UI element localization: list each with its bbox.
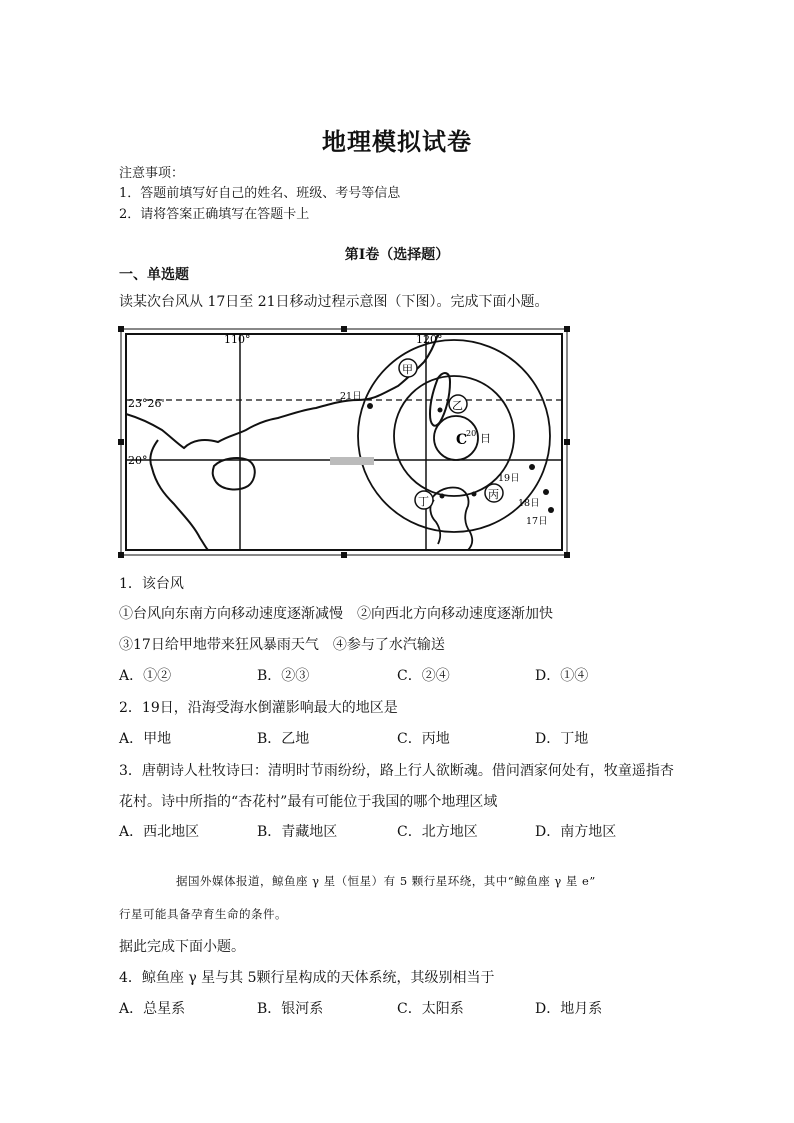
q1-statement-b: ③17日给甲地带来狂风暴雨天气 ④参与了水汽输送 <box>119 637 445 653</box>
mainland-coastline <box>126 334 438 448</box>
q1-stem: 1．该台风 <box>119 576 184 592</box>
notice-heading: 注意事项： <box>119 166 185 181</box>
track-dot-17 <box>548 507 554 513</box>
point-ding-marker <box>440 494 445 499</box>
section-title: 第I卷（选择题） <box>344 247 450 263</box>
q2-stem: 2．19日，沿海受海水倒灌影响最大的地区是 <box>119 700 398 716</box>
passage-line-2: 行星可能具备孕育生命的条件。 <box>119 907 287 921</box>
typhoon-center-superscript: 20 <box>466 429 477 438</box>
typhoon-center-symbol: C <box>456 432 468 448</box>
q1-option-a: A．①② <box>119 668 172 684</box>
typhoon-middle-circle <box>394 376 514 496</box>
q3-option-b: B．青藏地区 <box>257 824 338 840</box>
philippines-coast <box>430 487 472 550</box>
q2-option-c: C．丙地 <box>397 731 450 747</box>
q3-stem-line1: 3．唐朝诗人杜牧诗曰：清明时节雨纷纷，路上行人欲断魂。借问酒家何处有，牧童遥指杏 <box>119 763 674 779</box>
passage-instruction: 据此完成下面小题。 <box>119 939 245 955</box>
q4-option-a: A．总星系 <box>119 1001 186 1017</box>
typhoon-map <box>118 326 570 558</box>
q3-stem-line2: 花村。诗中所指的“杏花村”最有可能位于我国的哪个地理区域 <box>119 794 498 810</box>
day-20-label: 日 <box>480 432 491 445</box>
q3-option-d: D．南方地区 <box>535 824 617 840</box>
q4-option-d: D．地月系 <box>535 1001 603 1017</box>
lat-20-label: 20° <box>128 454 148 467</box>
hainan-island <box>213 458 255 489</box>
lon-120-label: 120° <box>416 333 443 346</box>
indochina-coastline <box>150 440 208 550</box>
day-17-label: 17日 <box>526 516 548 527</box>
track-dot-21 <box>367 403 373 409</box>
q4-option-b: B．银河系 <box>257 1001 324 1017</box>
point-ding-label: 丁 <box>418 495 429 508</box>
day-21-label: 21日 <box>340 391 362 402</box>
q2-option-d: D．丁地 <box>535 731 589 747</box>
q1-statement-a: ①台风向东南方向移动速度逐渐减慢 ②向西北方向移动速度逐渐加快 <box>119 606 553 622</box>
q4-stem: 4．鲸鱼座 γ 星与其 5颗行星构成的天体系统，其级别相当于 <box>119 970 495 986</box>
point-yi-label: 乙 <box>452 399 463 412</box>
point-bing-marker <box>472 492 477 497</box>
point-yi-marker <box>438 408 443 413</box>
point-jia-label: 甲 <box>402 363 413 376</box>
q2-option-a: A．甲地 <box>119 731 172 747</box>
day-19-label: 19日 <box>498 473 520 484</box>
track-dot-19 <box>529 464 535 470</box>
q3-option-c: C．北方地区 <box>397 824 478 840</box>
lon-110-label: 110° <box>224 333 251 346</box>
scan-artifact <box>330 457 374 465</box>
lat-2326-label: 23°26' <box>128 397 165 410</box>
q1-option-c: C．②④ <box>397 668 450 684</box>
passage-line-1: 据国外媒体报道，鲸鱼座 γ 星（恒星）有 5 颗行星环绕，其中“鲸鱼座 γ 星 e” <box>176 874 596 888</box>
q4-option-c: C．太阳系 <box>397 1001 464 1017</box>
image-selection-handles <box>118 326 570 558</box>
notice-item-2: 2．请将答案正确填写在答题卡上 <box>119 207 310 222</box>
q2-option-b: B．乙地 <box>257 731 310 747</box>
track-dot-18 <box>543 489 549 495</box>
q1-option-b: B．②③ <box>257 668 310 684</box>
day-18-label: 18日 <box>518 498 540 509</box>
q3-option-a: A．西北地区 <box>119 824 200 840</box>
notice-item-1: 1．答题前填写好自己的姓名、班级、考号等信息 <box>119 186 401 201</box>
intro-text: 读某次台风从 17日至 21日移动过程示意图（下图）。完成下面小题。 <box>119 294 549 310</box>
page-title: 地理模拟试卷 <box>322 127 472 156</box>
question-type: 一、单选题 <box>119 267 189 283</box>
point-bing-label: 丙 <box>488 488 499 501</box>
q1-option-d: D．①④ <box>535 668 589 684</box>
